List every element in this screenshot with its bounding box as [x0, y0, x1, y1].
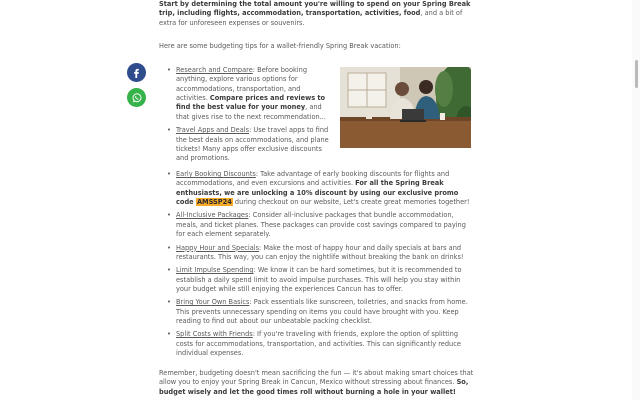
facebook-icon [131, 67, 142, 78]
outro-text: Remember, budgeting doesn't mean sacrificing the fun — it's about making smart choices that allow you to enjoy your Spring Break in Cancun, Mexico without stressing about finances. [159, 369, 474, 387]
whatsapp-share-button[interactable] [127, 88, 146, 107]
tip-text: during checkout on our website, Let's create great memories together! [232, 198, 470, 207]
tip-bold: For all the Spring Break enthusiasts, we are unlocking a 10% discount by using our exclusive promo code [176, 179, 459, 207]
tip-link-travel-apps[interactable]: Travel Apps and Deals [176, 126, 250, 135]
list-item [167, 266, 477, 294]
tip-text: : Consider all-inclusive packages that bundle accommodation, meals, and ticket planes. These packages can provide cost savings compared to paying for each element separately. [176, 211, 466, 239]
promo-code: AMSSP24 [196, 198, 232, 207]
scrollbar-thumb[interactable] [635, 60, 638, 88]
tips-list-top [167, 66, 333, 168]
tip-text: , and that gives rise to the next recommendation... [176, 103, 326, 121]
tip-text: : Before booking anything, explore various options for accommodations, transportation, and activities. [176, 66, 308, 103]
photo-illustration [340, 67, 471, 148]
tip-link-early-booking[interactable]: Early Booking Discounts [176, 170, 256, 178]
facebook-share-button[interactable] [127, 63, 146, 82]
tip-link-split-costs[interactable]: Split Costs with Friends [176, 330, 253, 339]
tip-text: : Take advantage of early booking discounts for flights and accommodations, and even excursions and activities. [176, 170, 450, 188]
outro-paragraph [159, 369, 481, 397]
tip-link-limit-impulse[interactable]: Limit Impulse Spending [176, 266, 254, 275]
list-item [167, 298, 477, 326]
tips-list-bottom [167, 170, 477, 362]
tip-link-research-compare[interactable]: Research and Compare [176, 66, 253, 74]
tip-text: : Make the most of happy hour and daily specials at bars and restaurants. This way, you can enjoy the nightlife without breaking the bank on drinks! [176, 243, 464, 261]
list-item [167, 244, 477, 263]
tips-heading: Here are some budgeting tips for a wallet-friendly Spring Break vacation: [159, 42, 401, 50]
tip-link-happy-hour[interactable]: Happy Hour and Specials [176, 243, 260, 252]
whatsapp-icon [131, 92, 143, 104]
list-item [167, 66, 333, 122]
outro-bold: So, budget wisely and let the good times roll without burning a hole in your wallet! [159, 378, 469, 396]
list-item [167, 330, 477, 358]
intro-paragraph [159, 0, 481, 28]
friends-laptop-photo [340, 67, 471, 148]
intro-rest: , and a bit of extra for unforeseen expenses or souvenirs. [159, 9, 463, 27]
tip-text: : If you're traveling with friends, explore the option of splitting costs for accommodations, transportation, and activities. This can significantly reduce individual expenses. [176, 330, 461, 358]
tip-link-all-inclusive[interactable]: All-Inclusive Packages [176, 211, 249, 220]
tip-text: : Pack essentials like sunscreen, toiletries, and snacks from home. This prevents unnecessary spending on items you could have brought with you. Keep reading to find out about our unbeatable packing checklist. [176, 298, 468, 326]
tip-text: : Use travel apps to find the best deals on accommodations, and plane tickets! Many apps offer exclusive discounts and promotions. [176, 126, 329, 163]
scrollbar-track[interactable] [632, 0, 640, 400]
tip-text: : We know it can be hard sometimes, but it is recommended to establish a daily spend limit to avoid impulse purchases. This will help you stay within your budget while still enjoying the experiences Cancun has to offer. [176, 266, 462, 293]
list-item [167, 211, 477, 239]
list-item [167, 170, 477, 207]
intro-bold: Start by determining the total amount you're willing to spend on your Spring Break trip, including flights, accommodation, transportation, activities, food [159, 0, 471, 18]
tip-bold: Compare prices and reviews to find the best value for your money [176, 94, 326, 112]
tip-link-bring-basics[interactable]: Bring Your Own Basics [176, 298, 250, 307]
list-item [167, 126, 333, 163]
